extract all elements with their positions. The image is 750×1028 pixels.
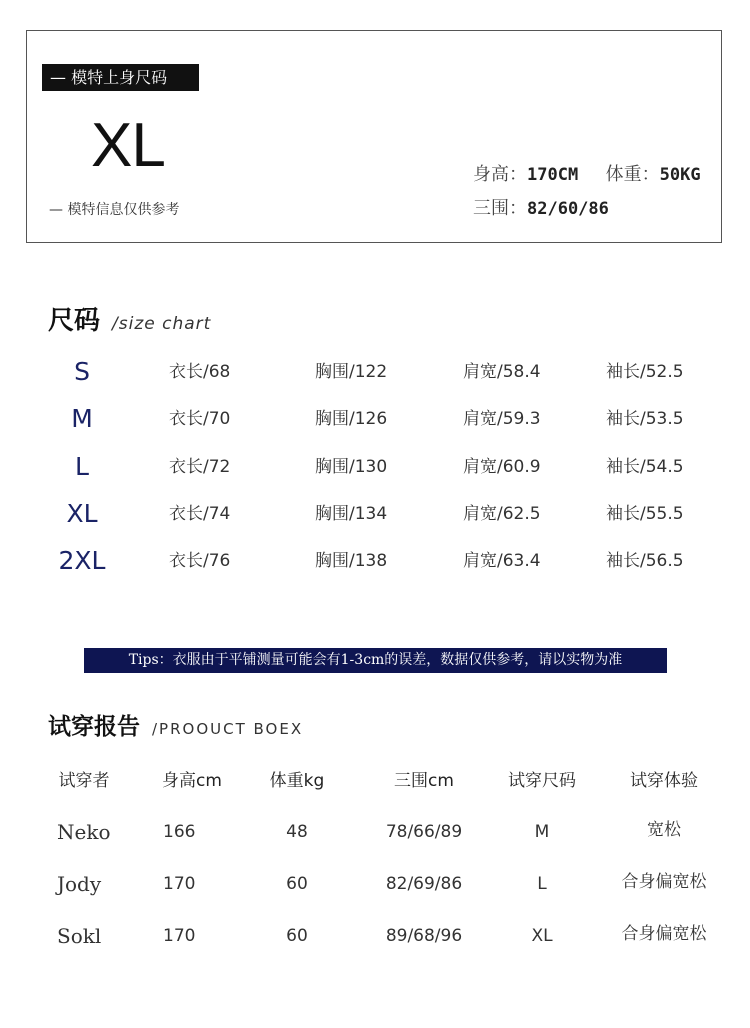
tester-size: M	[534, 822, 550, 842]
tester-height: 166	[163, 822, 196, 842]
chest-value: 胸围/138	[315, 551, 388, 571]
model-stats-line-1	[473, 158, 701, 192]
sleeve-value: 袖长/53.5	[606, 409, 684, 429]
height-value: 170CM	[527, 165, 579, 185]
sleeve-value: 袖长/56.5	[606, 551, 684, 571]
height-label: 身高：	[473, 164, 527, 185]
tester-weight: 60	[286, 926, 308, 946]
tester-size: XL	[531, 926, 553, 946]
chest-value: 胸围/126	[315, 409, 388, 429]
size-label: 2XL	[58, 546, 106, 575]
table-row	[0, 812, 750, 852]
tester-fit: 合身偏宽松	[621, 924, 707, 944]
chest-value: 胸围/130	[315, 457, 388, 477]
trial-report-title-zh: 试穿报告	[48, 714, 140, 740]
header-tester: 试穿者	[58, 771, 110, 791]
model-stats-line-2	[473, 192, 701, 226]
header-height: 身高cm	[162, 771, 222, 791]
size-row	[0, 447, 750, 487]
header-size: 试穿尺码	[508, 771, 576, 791]
shoulder-value: 肩宽/62.5	[463, 504, 541, 524]
shoulder-value: 肩宽/60.9	[463, 457, 541, 477]
length-value: 衣长/76	[169, 551, 231, 571]
model-stats	[473, 158, 701, 226]
size-label: S	[74, 357, 90, 386]
chest-value: 胸围/122	[315, 362, 388, 382]
tester-height: 170	[163, 874, 196, 894]
model-info-note: — 模特信息仅供参考	[49, 202, 180, 218]
size-row	[0, 541, 750, 581]
trial-report-title	[48, 708, 303, 741]
length-value: 衣长/72	[169, 457, 231, 477]
size-row	[0, 352, 750, 392]
size-label: M	[71, 404, 93, 433]
chest-value: 胸围/134	[315, 504, 388, 524]
tester-fit: 宽松	[647, 820, 681, 840]
sleeve-value: 袖长/52.5	[606, 362, 684, 382]
tester-size: L	[537, 874, 547, 894]
model-size-value: XL	[91, 111, 165, 180]
size-chart-title-zh: 尺码	[48, 306, 101, 336]
sleeve-value: 袖长/54.5	[606, 457, 684, 477]
shoulder-value: 肩宽/63.4	[463, 551, 541, 571]
sleeve-value: 袖长/55.5	[606, 504, 684, 524]
size-chart-title	[48, 300, 211, 337]
weight-label: 体重：	[605, 164, 660, 185]
tester-measure: 78/66/89	[385, 822, 463, 842]
tips-banner: Tips：衣服由于平铺测量可能会有1-3cm的误差，数据仅供参考，请以实物为准	[84, 648, 667, 673]
tester-weight: 60	[286, 874, 308, 894]
tester-weight: 48	[286, 822, 308, 842]
table-row	[0, 916, 750, 956]
table-row	[0, 864, 750, 904]
tester-name: Neko	[57, 820, 111, 844]
length-value: 衣长/70	[169, 409, 231, 429]
tester-measure: 82/69/86	[385, 874, 463, 894]
trial-report-title-en: /PROOUCT BOEX	[152, 720, 304, 738]
header-fit: 试穿体验	[630, 771, 698, 791]
size-row	[0, 494, 750, 534]
size-label: XL	[66, 499, 98, 528]
shoulder-value: 肩宽/58.4	[463, 362, 541, 382]
shoulder-value: 肩宽/59.3	[463, 409, 541, 429]
size-label: L	[75, 452, 89, 481]
model-info-box	[26, 30, 722, 243]
header-weight: 体重kg	[269, 771, 325, 791]
size-chart-title-en: /size chart	[112, 314, 212, 334]
trial-table-header	[0, 761, 750, 801]
tester-name: Sokl	[57, 924, 102, 948]
tester-fit: 合身偏宽松	[621, 872, 707, 892]
tester-height: 170	[163, 926, 196, 946]
size-row	[0, 399, 750, 439]
length-value: 衣长/74	[169, 504, 231, 524]
measure-label: 三围：	[473, 198, 527, 219]
model-size-tag: — 模特上身尺码	[42, 64, 199, 91]
tester-name: Jody	[57, 872, 102, 896]
header-measure: 三围cm	[394, 771, 454, 791]
tester-measure: 89/68/96	[385, 926, 463, 946]
measure-value: 82/60/86	[527, 199, 609, 219]
length-value: 衣长/68	[169, 362, 231, 382]
weight-value: 50KG	[659, 165, 701, 185]
